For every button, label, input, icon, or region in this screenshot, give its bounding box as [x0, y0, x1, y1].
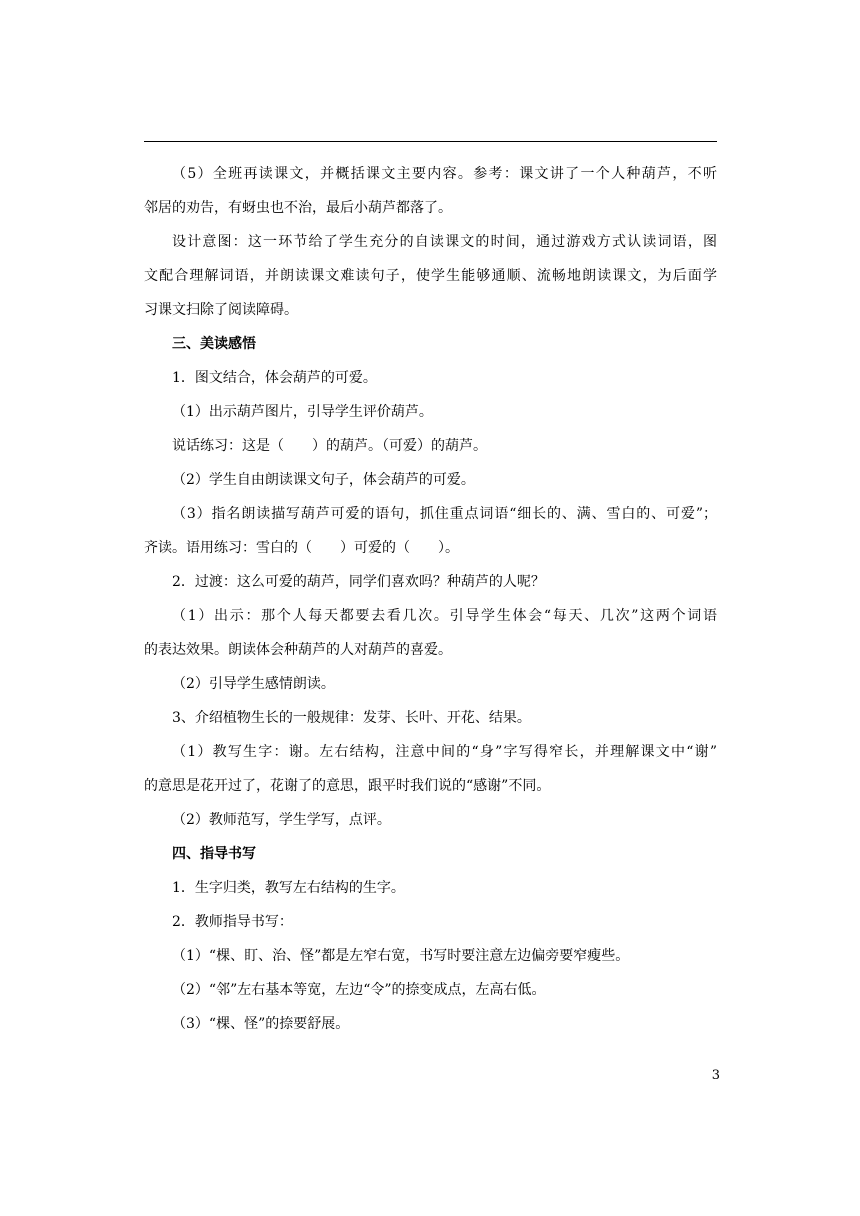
- paragraph-line: 2．教师指导书写：: [172, 914, 293, 930]
- paragraph-line: （2）学生自由朗读课文句子，体会葫芦的可爱。: [172, 472, 475, 488]
- paragraph-line: 邻居的劝告，有蚜虫也不治，最后小葫芦都落了。: [144, 200, 452, 216]
- paragraph-line: （1）教写生字：谢。左右结构，注意中间的“身”字写得窄长，并理解课文中“谢”: [172, 744, 717, 760]
- paragraph-line: 1．生字归类，教写左右结构的生字。: [172, 880, 405, 896]
- document-body: [144, 157, 717, 1041]
- page-number: 3: [711, 1068, 720, 1083]
- paragraph-line: 习课文扫除了阅读障碍。: [144, 302, 298, 318]
- paragraph-line: 说话练习：这是（ ）的葫芦。（可爱）的葫芦。: [172, 438, 487, 454]
- paragraph-line: （1）“棵、盯、治、怪”都是左窄右宽，书写时要注意左边偏旁要窄瘦些。: [172, 948, 630, 964]
- paragraph-line: 3、介绍植物生长的一般规律：发芽、长叶、开花、结果。: [172, 710, 531, 726]
- paragraph-line: （3）“棵、怪”的捺要舒展。: [172, 1016, 350, 1032]
- paragraph-line: （2）引导学生感情朗读。: [172, 676, 335, 692]
- paragraph-line: （2）教师范写，学生学写，点评。: [172, 812, 391, 828]
- paragraph-line: 齐读。语用练习：雪白的（ ）可爱的（ ）。: [144, 540, 459, 556]
- section-heading: 三、美读感悟: [172, 336, 256, 352]
- paragraph-line: （3）指名朗读描写葫芦可爱的语句，抓住重点词语“细长的、满、雪白的、可爱”；: [172, 506, 717, 522]
- paragraph-line: 文配合理解词语，并朗读课文难读句子，使学生能够通顺、流畅地朗读课文，为后面学: [144, 268, 717, 284]
- paragraph-line: （1）出示：那个人每天都要去看几次。引导学生体会“每天、几次”这两个词语: [172, 608, 717, 624]
- paragraph-line: （5）全班再读课文，并概括课文主要内容。参考：课文讲了一个人种葫芦，不听: [172, 166, 717, 182]
- paragraph-line: 2．过渡：这么可爱的葫芦，同学们喜欢吗？种葫芦的人呢？: [172, 574, 545, 590]
- paragraph-line: （2）“邻”左右基本等宽，左边“令”的捺变成点，左高右低。: [172, 982, 546, 998]
- paragraph-line: 的表达效果。朗读体会种葫芦的人对葫芦的喜爱。: [144, 642, 452, 658]
- header-rule: [144, 141, 717, 142]
- paragraph-line: 的意思是花开过了，花谢了的意思，跟平时我们说的“感谢”不同。: [144, 778, 551, 794]
- paragraph-line: 设计意图：这一环节给了学生充分的自读课文的时间，通过游戏方式认读词语，图: [172, 234, 717, 250]
- section-heading: 四、指导书写: [172, 846, 256, 862]
- paragraph-line: 1．图文结合，体会葫芦的可爱。: [172, 370, 377, 386]
- paragraph-line: （1）出示葫芦图片，引导学生评价葫芦。: [172, 404, 433, 420]
